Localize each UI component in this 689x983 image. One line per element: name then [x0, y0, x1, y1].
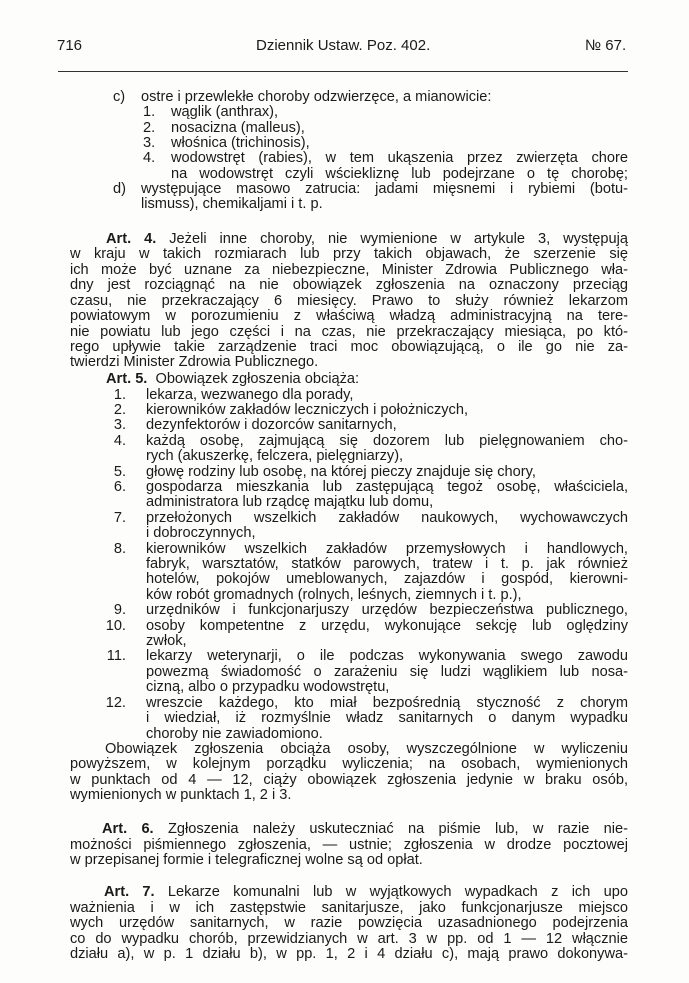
item-text: ków robót gromadnych (rolnych, leśnych, ziemnych i t. p.), — [146, 587, 522, 603]
article-4-line: nie powiatu lub jego części i na czas, nie przekraczający miesiąca, po któ- — [70, 324, 628, 340]
article-5-closing: Obowiązek zgłoszenia obciąża osoby, wyszczególnione w wyliczeniu — [105, 741, 628, 757]
item-text: zwłok, — [146, 633, 187, 649]
article-4-line: dny jest rozciągnąć na nie obowiązek zgłoszenia na oznaczony przeciąg — [70, 277, 628, 293]
section-d-label: d) — [113, 181, 126, 197]
article-5-intro: Obowiązek zgłoszenia obciąża: — [155, 371, 360, 387]
article-7-text: Lekarze komunalni lub w wyjątkowych wypadkach z ich upo — [167, 884, 628, 900]
issue-number: № 67. — [585, 37, 627, 54]
item-number: 2. — [113, 402, 126, 418]
article-7-line: działu a), w p. 1 działu b), w pp. 1, 2 i 4 działu c), mają prawo dokonywa- — [70, 946, 628, 962]
article-6-text: Zgłoszenia należy uskuteczniać na piśmie lub, w razie nie- — [167, 821, 628, 837]
article-7-line: wych urzędów sanitarnych, w razie powzięcia uzasadnionego podejrzenia — [70, 915, 628, 931]
item-number: 3. — [143, 135, 156, 151]
item-text: lekarza, wezwanego dla porady, — [146, 387, 354, 403]
article-4-label: Art. 4. — [106, 231, 157, 247]
item-text: wodowstręt (rabies), w tem ukąszenia przez zwierzęta chore — [171, 150, 628, 166]
item-text: choroby nie zawiadomiono. — [146, 726, 323, 742]
section-d-text: lismuss), chemikaljami i t. p. — [141, 196, 323, 212]
section-d-text: występujące masowo zatrucia: jadami mięsnemi i rybiemi (botu- — [141, 181, 628, 197]
article-7-line: ważnienia i w ich zastępstwie sanitarjusze, jako funkcjonarjusze miejsco — [70, 900, 628, 916]
item-text: i dobroczynnych, — [146, 525, 256, 541]
article-4-text: Jeżeli inne choroby, nie wymienione w artykule 3, występują — [169, 231, 629, 247]
article-5-line — [106, 371, 359, 388]
item-text: wąglik (anthrax), — [171, 104, 279, 120]
item-number: 4. — [143, 150, 156, 166]
item-number: 5. — [113, 464, 126, 480]
item-text: rych (akuszerkę, felczera, pielęgniarzy), — [146, 448, 404, 464]
article-5-closing: powyższem, w kolejnym porządku wyliczenia; na osobach, wymienionych — [70, 756, 628, 772]
item-number: 10. — [105, 618, 126, 634]
section-c-intro: ostre i przewlekłe choroby odzwierzęce, a mianowicie: — [141, 89, 492, 105]
article-4-line: ich może być uznane za niebezpieczne, Minister Zdrowia Publicznego wła- — [70, 262, 628, 278]
item-text: gospodarza mieszkania lub zastępującą tegoż osobę, właściciela, — [146, 479, 628, 495]
article-7-line — [104, 884, 628, 901]
article-7-label: Art. 7. — [104, 884, 155, 900]
item-text: kierowników zakładów leczniczych i położniczych, — [146, 402, 469, 418]
item-number: 7. — [113, 510, 126, 526]
item-text: osoby kompetentne z urzędu, wykonujące sekcję lub oględziny — [146, 618, 628, 634]
article-6-line — [102, 821, 628, 838]
item-text: nosacizna (malleus), — [171, 120, 305, 136]
item-text: każdą osobę, zajmującą się dozorem lub pielęgnowaniem cho- — [146, 433, 628, 449]
article-4-line: w kraju w takich rozmiarach lub przy takich objawach, że szerzenie się — [70, 246, 628, 262]
item-number: 11. — [106, 648, 126, 664]
page-number: 716 — [57, 37, 83, 54]
item-text: powezmą świadomość o zarażeniu się ludzi wąglikiem lub nosa- — [146, 664, 628, 680]
item-text: urzędników i funkcjonarjuszy urzędów bezpieczeństwa publicznego, — [146, 602, 628, 618]
item-text: i wiedział, iż rozmyślnie władz sanitarnych o danym wypadku — [146, 710, 628, 726]
article-5-label: Art. 5. — [106, 371, 148, 387]
item-number: 6. — [113, 479, 126, 495]
article-4-line: twierdzi Minister Zdrowia Publicznego. — [70, 354, 319, 370]
article-7-line: co do wypadku chorób, przewidzianych w art. 3 w pp. od 1 — 12 włącznie — [70, 931, 628, 947]
section-c-label: c) — [113, 89, 126, 105]
item-text: głowę rodziny lub osobę, na której pieczy znajduje się chory, — [146, 464, 536, 480]
item-number: 3. — [113, 417, 126, 433]
item-text: hotelów, pokojów umeblowanych, zajazdów i gospód, kierowni- — [146, 571, 628, 587]
item-text: na wodowstręt czyli wściekliznę lub podejrzane o tę chorobę; — [171, 166, 628, 182]
article-6-label: Art. 6. — [102, 821, 154, 837]
item-text: lekarzy weterynarji, o ile podczas wykonywania swego zawodu — [146, 648, 628, 664]
item-number: 2. — [143, 120, 156, 136]
article-4-line: czasu, nie przekraczający 6 miesięcy. Prawo to służy również lekarzom — [70, 293, 628, 309]
item-text: włośnica (trichinosis), — [171, 135, 310, 151]
item-text: fabryk, warsztatów, statków parowych, tratew i t. p. jak również — [146, 556, 628, 572]
item-number: 12. — [105, 695, 126, 711]
item-number: 1. — [143, 104, 156, 120]
article-5-closing: w punktach od 4 — 12, ciąży obowiązek zgłoszenia jedynie w braku osób, — [70, 772, 628, 788]
item-text: przełożonych wszelkich zakładów naukowych, wychowawczych — [146, 510, 628, 526]
item-number: 4. — [113, 433, 126, 449]
item-number: 8. — [113, 541, 126, 557]
header-rule — [58, 71, 628, 72]
article-5-closing: wymienionych w punktach 1, 2 i 3. — [70, 787, 292, 803]
item-text: dezynfektorów i dozorców sanitarnych, — [146, 417, 397, 433]
article-4-line: powiatowym w porozumieniu z właściwą władzą administracyjną na tere- — [70, 308, 628, 324]
item-text: cizną, albo o przypadku wodowstrętu, — [146, 679, 390, 695]
article-6-line: w przepisanej formie i telegraficznej wolne są od opłat. — [70, 852, 423, 868]
article-6-line: możności piśmiennego zgłoszenia, — ustnie; zgłoszenia w drodze pocztowej — [70, 837, 628, 853]
item-number: 9. — [113, 602, 126, 618]
item-number: 1. — [113, 387, 126, 403]
journal-title: Dziennik Ustaw. Poz. 402. — [256, 37, 431, 54]
item-text: administratora lub rządcę majątku lub domu, — [146, 494, 434, 510]
item-text: wreszcie każdego, kto miał bezpośrednią styczność z chorym — [146, 695, 628, 711]
article-4-line: rego upływie takie zarządzenie traci moc obowiązującą, o ile go nie za- — [70, 339, 628, 355]
item-text: kierowników wszelkich zakładów przemysłowych i handlowych, — [146, 541, 628, 557]
